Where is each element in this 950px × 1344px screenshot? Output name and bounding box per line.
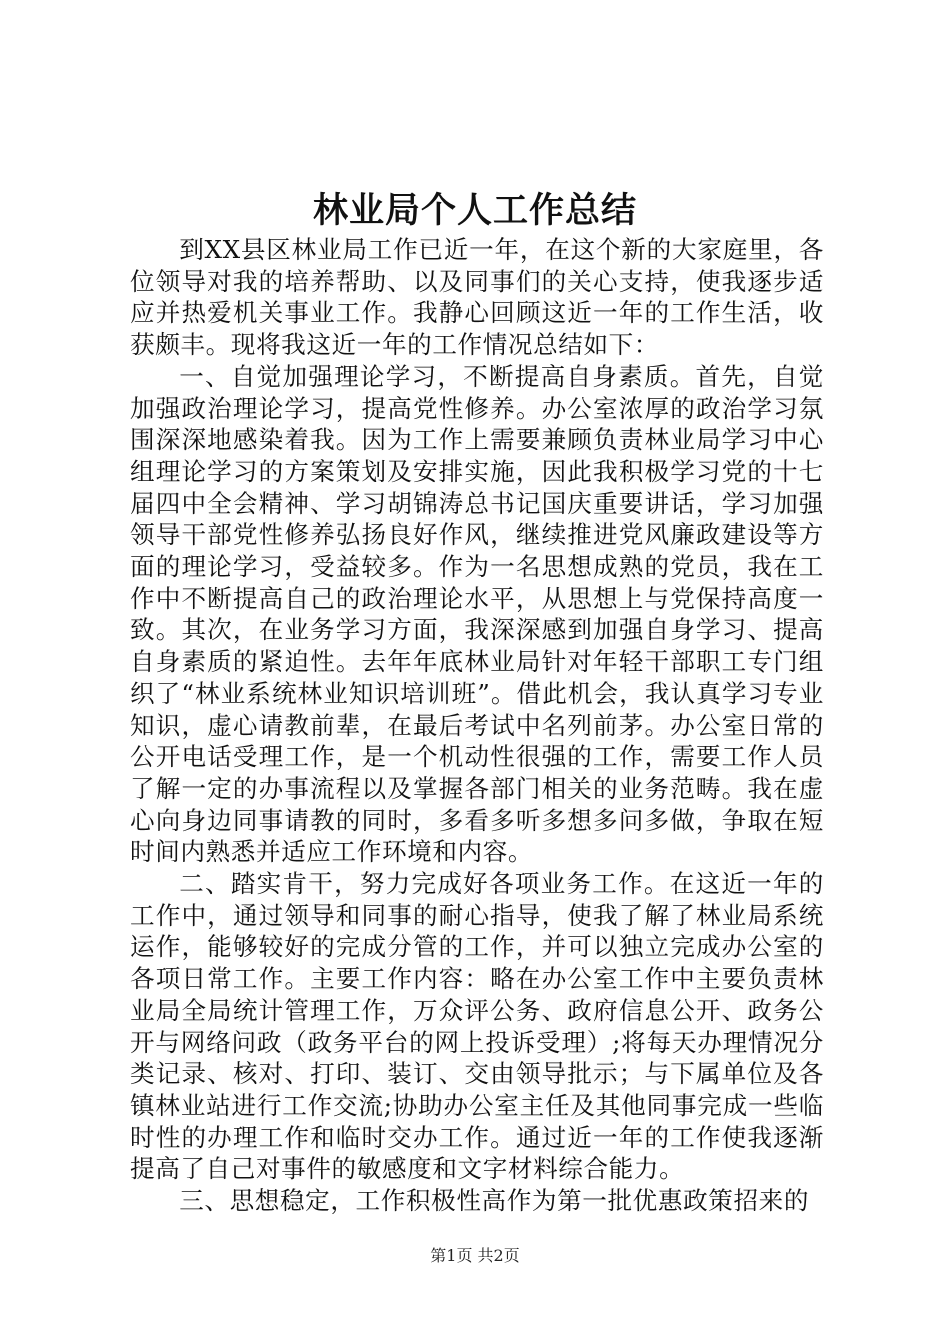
- paragraph-intro: 到XX县区林业局工作已近一年，在这个新的大家庭里，各位领导对我的培养帮助、以及同事们的关心支持，使我逐步适应并热爱机关事业工作。我静心回顾这近一年的工作生活，收获颇丰。现将我这近一年的工作情况总结如下：: [130, 235, 824, 360]
- paragraph-section-2: 二、踏实肯干，努力完成好各项业务工作。在这近一年的工作中，通过领导和同事的耐心指导，使我了解了林业局系统运作，能够较好的完成分管的工作，并可以独立完成办公室的各项日常工作。主要工作内容：略在办公室工作中主要负责林业局全局统计管理工作，万众评公务、政府信息公开、政务公开与网络问政（政务平台的网上投诉受理）;将每天办理情况分类记录、核对、打印、装订、交由领导批示；与下属单位及各镇林业站进行工作交流;协助办公室主任及其他同事完成一些临时性的办理工作和临时交办工作。通过近一年的工作使我逐渐提高了自己对事件的敏感度和文字材料综合能力。: [130, 869, 824, 1184]
- document-body: [130, 234, 824, 1217]
- page-number-footer: 第1页 共2页: [430, 1246, 520, 1265]
- paragraph-section-3: 三、思想稳定，工作积极性高作为第一批优惠政策招来的: [179, 1186, 810, 1216]
- paragraph-section-1: 一、自觉加强理论学习，不断提高自身素质。首先，自觉加强政治理论学习，提高党性修养。办公室浓厚的政治学习氛围深深地感染着我。因为工作上需要兼顾负责林业局学习中心组理论学习的方案策划及安排实施，因此我积极学习党的十七届四中全会精神、学习胡锦涛总书记国庆重要讲话，学习加强领导干部党性修养弘扬良好作风，继续推进党风廉政建设等方面的理论学习，受益较多。作为一名思想成熟的党员，我在工作中不断提高自己的政治理论水平，从思想上与党保持高度一致。其次，在业务学习方面，我深深感到加强自身学习、提高自身素质的紧迫性。去年年底林业局针对年轻干部职工专门组织了“林业系统林业知识培训班”。借此机会，我认真学习专业知识，虚心请教前辈，在最后考试中名列前茅。办公室日常的公开电话受理工作，是一个机动性很强的工作，需要工作人员了解一定的办事流程以及掌握各部门相关的业务范畴。我在虚心向身边同事请教的同时，多看多听多想多问多做，争取在短时间内熟悉并适应工作环境和内容。: [130, 361, 824, 867]
- document-title: 林业局个人工作总结: [312, 191, 637, 231]
